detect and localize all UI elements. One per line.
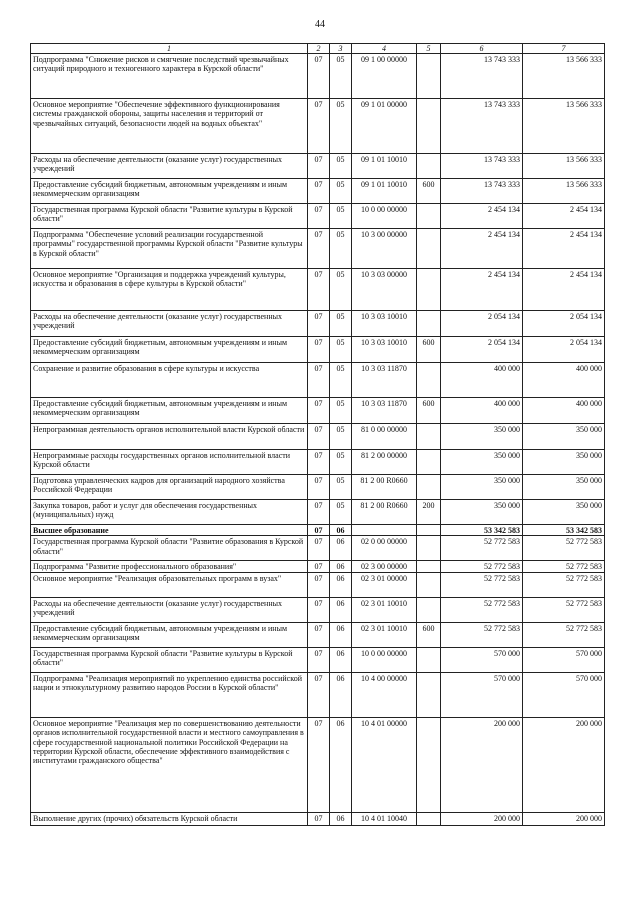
target-article-cell: 09 1 01 00000: [352, 99, 417, 154]
subsection-code-cell: 06: [330, 561, 352, 572]
target-article-cell: 10 3 03 11870: [352, 398, 417, 424]
amount-year-2-cell: 13 566 333: [523, 54, 605, 99]
amount-year-1-cell: 52 772 583: [441, 561, 523, 572]
row-name-cell: Подпрограмма "Развитие профессионального образования": [31, 561, 308, 572]
row-name-cell: Непрограммные расходы государственных органов исполнительной власти Курской области: [31, 450, 308, 475]
amount-year-2-cell: 53 342 583: [523, 525, 605, 536]
amount-year-1-cell: 350 000: [441, 500, 523, 525]
amount-year-2-cell: 570 000: [523, 672, 605, 717]
table-row: [31, 597, 605, 622]
table-row: [31, 622, 605, 647]
amount-year-2-cell: 350 000: [523, 424, 605, 450]
amount-year-1-cell: 13 743 333: [441, 154, 523, 179]
expense-type-cell: 600: [417, 622, 441, 647]
header-cell: 4: [352, 44, 417, 54]
row-name-cell: Непрограммная деятельность органов исполнительной власти Курской области: [31, 424, 308, 450]
section-code-cell: 07: [308, 525, 330, 536]
amount-year-2-cell: 2 454 134: [523, 229, 605, 269]
amount-year-1-cell: 13 743 333: [441, 54, 523, 99]
amount-year-1-cell: 2 454 134: [441, 204, 523, 229]
expense-type-cell: [417, 525, 441, 536]
row-name-cell: Предоставление субсидий бюджетным, автономным учреждениям и иным некоммерческим организациям: [31, 179, 308, 204]
amount-year-2-cell: 570 000: [523, 647, 605, 672]
table-row: [31, 561, 605, 572]
target-article-cell: 81 0 00 00000: [352, 424, 417, 450]
amount-year-2-cell: 13 566 333: [523, 99, 605, 154]
subsection-code-cell: 05: [330, 269, 352, 311]
table-row: [31, 500, 605, 525]
section-code-cell: 07: [308, 536, 330, 561]
subsection-code-cell: 05: [330, 337, 352, 363]
subsection-code-cell: 06: [330, 672, 352, 717]
page-number: 44: [315, 19, 325, 30]
subsection-code-cell: 05: [330, 154, 352, 179]
table-row: [31, 475, 605, 500]
amount-year-1-cell: 2 454 134: [441, 229, 523, 269]
target-article-cell: 09 1 00 00000: [352, 54, 417, 99]
expense-type-cell: [417, 572, 441, 597]
expense-type-cell: [417, 672, 441, 717]
section-code-cell: 07: [308, 622, 330, 647]
table-row: [31, 525, 605, 536]
subsection-code-cell: 06: [330, 572, 352, 597]
section-code-cell: 07: [308, 597, 330, 622]
budget-table: [30, 43, 605, 826]
table-row: [31, 536, 605, 561]
expense-type-cell: 200: [417, 500, 441, 525]
section-code-cell: 07: [308, 179, 330, 204]
amount-year-1-cell: 52 772 583: [441, 622, 523, 647]
header-cell: 6: [441, 44, 523, 54]
row-name-cell: Расходы на обеспечение деятельности (оказание услуг) государственных учреждений: [31, 311, 308, 337]
amount-year-2-cell: 13 566 333: [523, 179, 605, 204]
amount-year-2-cell: 400 000: [523, 398, 605, 424]
row-name-cell: Высшее образование: [31, 525, 308, 536]
table-row: [31, 398, 605, 424]
section-code-cell: 07: [308, 54, 330, 99]
expense-type-cell: [417, 450, 441, 475]
section-code-cell: 07: [308, 500, 330, 525]
header-cell: 3: [330, 44, 352, 54]
amount-year-2-cell: 13 566 333: [523, 154, 605, 179]
target-article-cell: 10 4 00 00000: [352, 672, 417, 717]
table-row: [31, 812, 605, 825]
section-code-cell: 07: [308, 311, 330, 337]
target-article-cell: 02 3 01 10010: [352, 597, 417, 622]
section-code-cell: 07: [308, 647, 330, 672]
amount-year-1-cell: 350 000: [441, 450, 523, 475]
target-article-cell: 81 2 00 00000: [352, 450, 417, 475]
subsection-code-cell: 06: [330, 525, 352, 536]
section-code-cell: 07: [308, 204, 330, 229]
row-name-cell: Государственная программа Курской области "Развитие образования в Курской области": [31, 536, 308, 561]
amount-year-2-cell: 200 000: [523, 717, 605, 812]
target-article-cell: 81 2 00 R0660: [352, 475, 417, 500]
subsection-code-cell: 05: [330, 363, 352, 398]
subsection-code-cell: 05: [330, 229, 352, 269]
table-row: [31, 424, 605, 450]
amount-year-2-cell: 350 000: [523, 475, 605, 500]
row-name-cell: Сохранение и развитие образования в сфере культуры и искусства: [31, 363, 308, 398]
header-cell: 1: [31, 44, 308, 54]
row-name-cell: Закупка товаров, работ и услуг для обеспечения государственных (муниципальных) нужд: [31, 500, 308, 525]
target-article-cell: 09 1 01 10010: [352, 179, 417, 204]
section-code-cell: 07: [308, 475, 330, 500]
section-code-cell: 07: [308, 99, 330, 154]
amount-year-1-cell: 52 772 583: [441, 597, 523, 622]
amount-year-1-cell: 350 000: [441, 475, 523, 500]
row-name-cell: Подпрограмма "Снижение рисков и смягчение последствий чрезвычайных ситуаций природного и техногенного характера в Курской области": [31, 54, 308, 99]
expense-type-cell: [417, 311, 441, 337]
amount-year-1-cell: 400 000: [441, 398, 523, 424]
target-article-cell: 10 3 00 00000: [352, 229, 417, 269]
subsection-code-cell: 05: [330, 204, 352, 229]
amount-year-1-cell: 53 342 583: [441, 525, 523, 536]
amount-year-2-cell: 2 454 134: [523, 204, 605, 229]
row-name-cell: Предоставление субсидий бюджетным, автономным учреждениям и иным некоммерческим организациям: [31, 337, 308, 363]
expense-type-cell: [417, 475, 441, 500]
amount-year-2-cell: 52 772 583: [523, 536, 605, 561]
section-code-cell: 07: [308, 572, 330, 597]
row-name-cell: Подпрограмма "Обеспечение условий реализации государственной программы" государственной программы Курской области "Развитие культуры в Курской области": [31, 229, 308, 269]
section-code-cell: 07: [308, 337, 330, 363]
row-name-cell: Государственная программа Курской области "Развитие культуры в Курской области": [31, 204, 308, 229]
table-row: [31, 311, 605, 337]
table-row: [31, 337, 605, 363]
table-row: [31, 179, 605, 204]
subsection-code-cell: 05: [330, 424, 352, 450]
target-article-cell: 02 0 00 00000: [352, 536, 417, 561]
header-row: [31, 44, 605, 54]
expense-type-cell: [417, 204, 441, 229]
section-code-cell: 07: [308, 672, 330, 717]
subsection-code-cell: 06: [330, 717, 352, 812]
amount-year-2-cell: 350 000: [523, 450, 605, 475]
row-name-cell: Основное мероприятие "Организация и поддержка учреждений культуры, искусства и образования в сфере культуры в Курской области": [31, 269, 308, 311]
amount-year-2-cell: 2 054 134: [523, 337, 605, 363]
amount-year-1-cell: 52 772 583: [441, 536, 523, 561]
amount-year-2-cell: 52 772 583: [523, 622, 605, 647]
table-row: [31, 269, 605, 311]
row-name-cell: Расходы на обеспечение деятельности (оказание услуг) государственных учреждений: [31, 597, 308, 622]
row-name-cell: Основное мероприятие "Обеспечение эффективного функционирования системы гражданской обороны, защиты населения и территорий от чрезвычайных ситуаций, безопасности людей на водных объектах": [31, 99, 308, 154]
target-article-cell: 10 0 00 00000: [352, 647, 417, 672]
subsection-code-cell: 05: [330, 450, 352, 475]
expense-type-cell: [417, 812, 441, 825]
target-article-cell: 10 3 03 10010: [352, 311, 417, 337]
table-row: [31, 717, 605, 812]
subsection-code-cell: 05: [330, 54, 352, 99]
expense-type-cell: [417, 154, 441, 179]
row-name-cell: Основное мероприятие "Реализация образовательных программ в вузах": [31, 572, 308, 597]
target-article-cell: 02 3 01 10010: [352, 622, 417, 647]
amount-year-2-cell: 2 054 134: [523, 311, 605, 337]
subsection-code-cell: 05: [330, 398, 352, 424]
expense-type-cell: [417, 363, 441, 398]
amount-year-1-cell: 200 000: [441, 717, 523, 812]
target-article-cell: 10 3 03 00000: [352, 269, 417, 311]
amount-year-1-cell: 2 454 134: [441, 269, 523, 311]
row-name-cell: Подготовка управленческих кадров для организаций народного хозяйства Российской Федерации: [31, 475, 308, 500]
header-cell: 5: [417, 44, 441, 54]
subsection-code-cell: 05: [330, 475, 352, 500]
subsection-code-cell: 06: [330, 597, 352, 622]
amount-year-1-cell: 350 000: [441, 424, 523, 450]
section-code-cell: 07: [308, 154, 330, 179]
row-name-cell: Основное мероприятие "Реализация мер по совершенствованию деятельности органов исполнительной государственной власти и местного самоуправления в сфере государственной национальной политики Российской Федерации на территории Курской области, обеспечение эффективного взаимодействия с институтами гражданского общества": [31, 717, 308, 812]
expense-type-cell: [417, 269, 441, 311]
subsection-code-cell: 06: [330, 536, 352, 561]
table-row: [31, 229, 605, 269]
section-code-cell: 07: [308, 424, 330, 450]
header-cell: 7: [523, 44, 605, 54]
target-article-cell: 09 1 01 10010: [352, 154, 417, 179]
table-row: [31, 99, 605, 154]
subsection-code-cell: 05: [330, 311, 352, 337]
subsection-code-cell: 06: [330, 647, 352, 672]
expense-type-cell: 600: [417, 398, 441, 424]
row-name-cell: Предоставление субсидий бюджетным, автономным учреждениям и иным некоммерческим организациям: [31, 398, 308, 424]
amount-year-1-cell: 13 743 333: [441, 99, 523, 154]
section-code-cell: 07: [308, 269, 330, 311]
amount-year-2-cell: 350 000: [523, 500, 605, 525]
row-name-cell: Выполнение других (прочих) обязательств Курской области: [31, 812, 308, 825]
expense-type-cell: [417, 561, 441, 572]
subsection-code-cell: 06: [330, 622, 352, 647]
expense-type-cell: 600: [417, 337, 441, 363]
expense-type-cell: [417, 99, 441, 154]
table-row: [31, 450, 605, 475]
table-row: [31, 204, 605, 229]
subsection-code-cell: 05: [330, 500, 352, 525]
amount-year-1-cell: 570 000: [441, 647, 523, 672]
subsection-code-cell: 06: [330, 812, 352, 825]
header-cell: 2: [308, 44, 330, 54]
table-row: [31, 154, 605, 179]
subsection-code-cell: 05: [330, 99, 352, 154]
amount-year-1-cell: 400 000: [441, 363, 523, 398]
table-row: [31, 363, 605, 398]
section-code-cell: 07: [308, 561, 330, 572]
expense-type-cell: [417, 597, 441, 622]
expense-type-cell: [417, 647, 441, 672]
target-article-cell: 10 3 03 11870: [352, 363, 417, 398]
amount-year-2-cell: 400 000: [523, 363, 605, 398]
expense-type-cell: [417, 54, 441, 99]
row-name-cell: Предоставление субсидий бюджетным, автономным учреждениям и иным некоммерческим организациям: [31, 622, 308, 647]
amount-year-1-cell: 2 054 134: [441, 311, 523, 337]
amount-year-2-cell: 52 772 583: [523, 561, 605, 572]
table-row: [31, 647, 605, 672]
section-code-cell: 07: [308, 450, 330, 475]
row-name-cell: Расходы на обеспечение деятельности (оказание услуг) государственных учреждений: [31, 154, 308, 179]
target-article-cell: 10 3 03 10010: [352, 337, 417, 363]
amount-year-2-cell: 52 772 583: [523, 572, 605, 597]
section-code-cell: 07: [308, 398, 330, 424]
expense-type-cell: [417, 536, 441, 561]
section-code-cell: 07: [308, 363, 330, 398]
amount-year-1-cell: 13 743 333: [441, 179, 523, 204]
target-article-cell: 10 4 01 10040: [352, 812, 417, 825]
amount-year-1-cell: 2 054 134: [441, 337, 523, 363]
target-article-cell: [352, 525, 417, 536]
section-code-cell: 07: [308, 229, 330, 269]
amount-year-2-cell: 52 772 583: [523, 597, 605, 622]
target-article-cell: 10 0 00 00000: [352, 204, 417, 229]
target-article-cell: 02 3 00 00000: [352, 561, 417, 572]
section-code-cell: 07: [308, 812, 330, 825]
amount-year-1-cell: 52 772 583: [441, 572, 523, 597]
table-row: [31, 54, 605, 99]
target-article-cell: 81 2 00 R0660: [352, 500, 417, 525]
table-body: [31, 54, 605, 826]
amount-year-1-cell: 570 000: [441, 672, 523, 717]
amount-year-1-cell: 200 000: [441, 812, 523, 825]
target-article-cell: 02 3 01 00000: [352, 572, 417, 597]
target-article-cell: 10 4 01 00000: [352, 717, 417, 812]
table-row: [31, 572, 605, 597]
expense-type-cell: [417, 229, 441, 269]
row-name-cell: Подпрограмма "Реализация мероприятий по укреплению единства российской нации и этнокультурному развитию народов России в Курской области": [31, 672, 308, 717]
expense-type-cell: [417, 717, 441, 812]
expense-type-cell: 600: [417, 179, 441, 204]
amount-year-2-cell: 2 454 134: [523, 269, 605, 311]
subsection-code-cell: 05: [330, 179, 352, 204]
section-code-cell: 07: [308, 717, 330, 812]
row-name-cell: Государственная программа Курской области "Развитие культуры в Курской области": [31, 647, 308, 672]
amount-year-2-cell: 200 000: [523, 812, 605, 825]
table-row: [31, 672, 605, 717]
expense-type-cell: [417, 424, 441, 450]
